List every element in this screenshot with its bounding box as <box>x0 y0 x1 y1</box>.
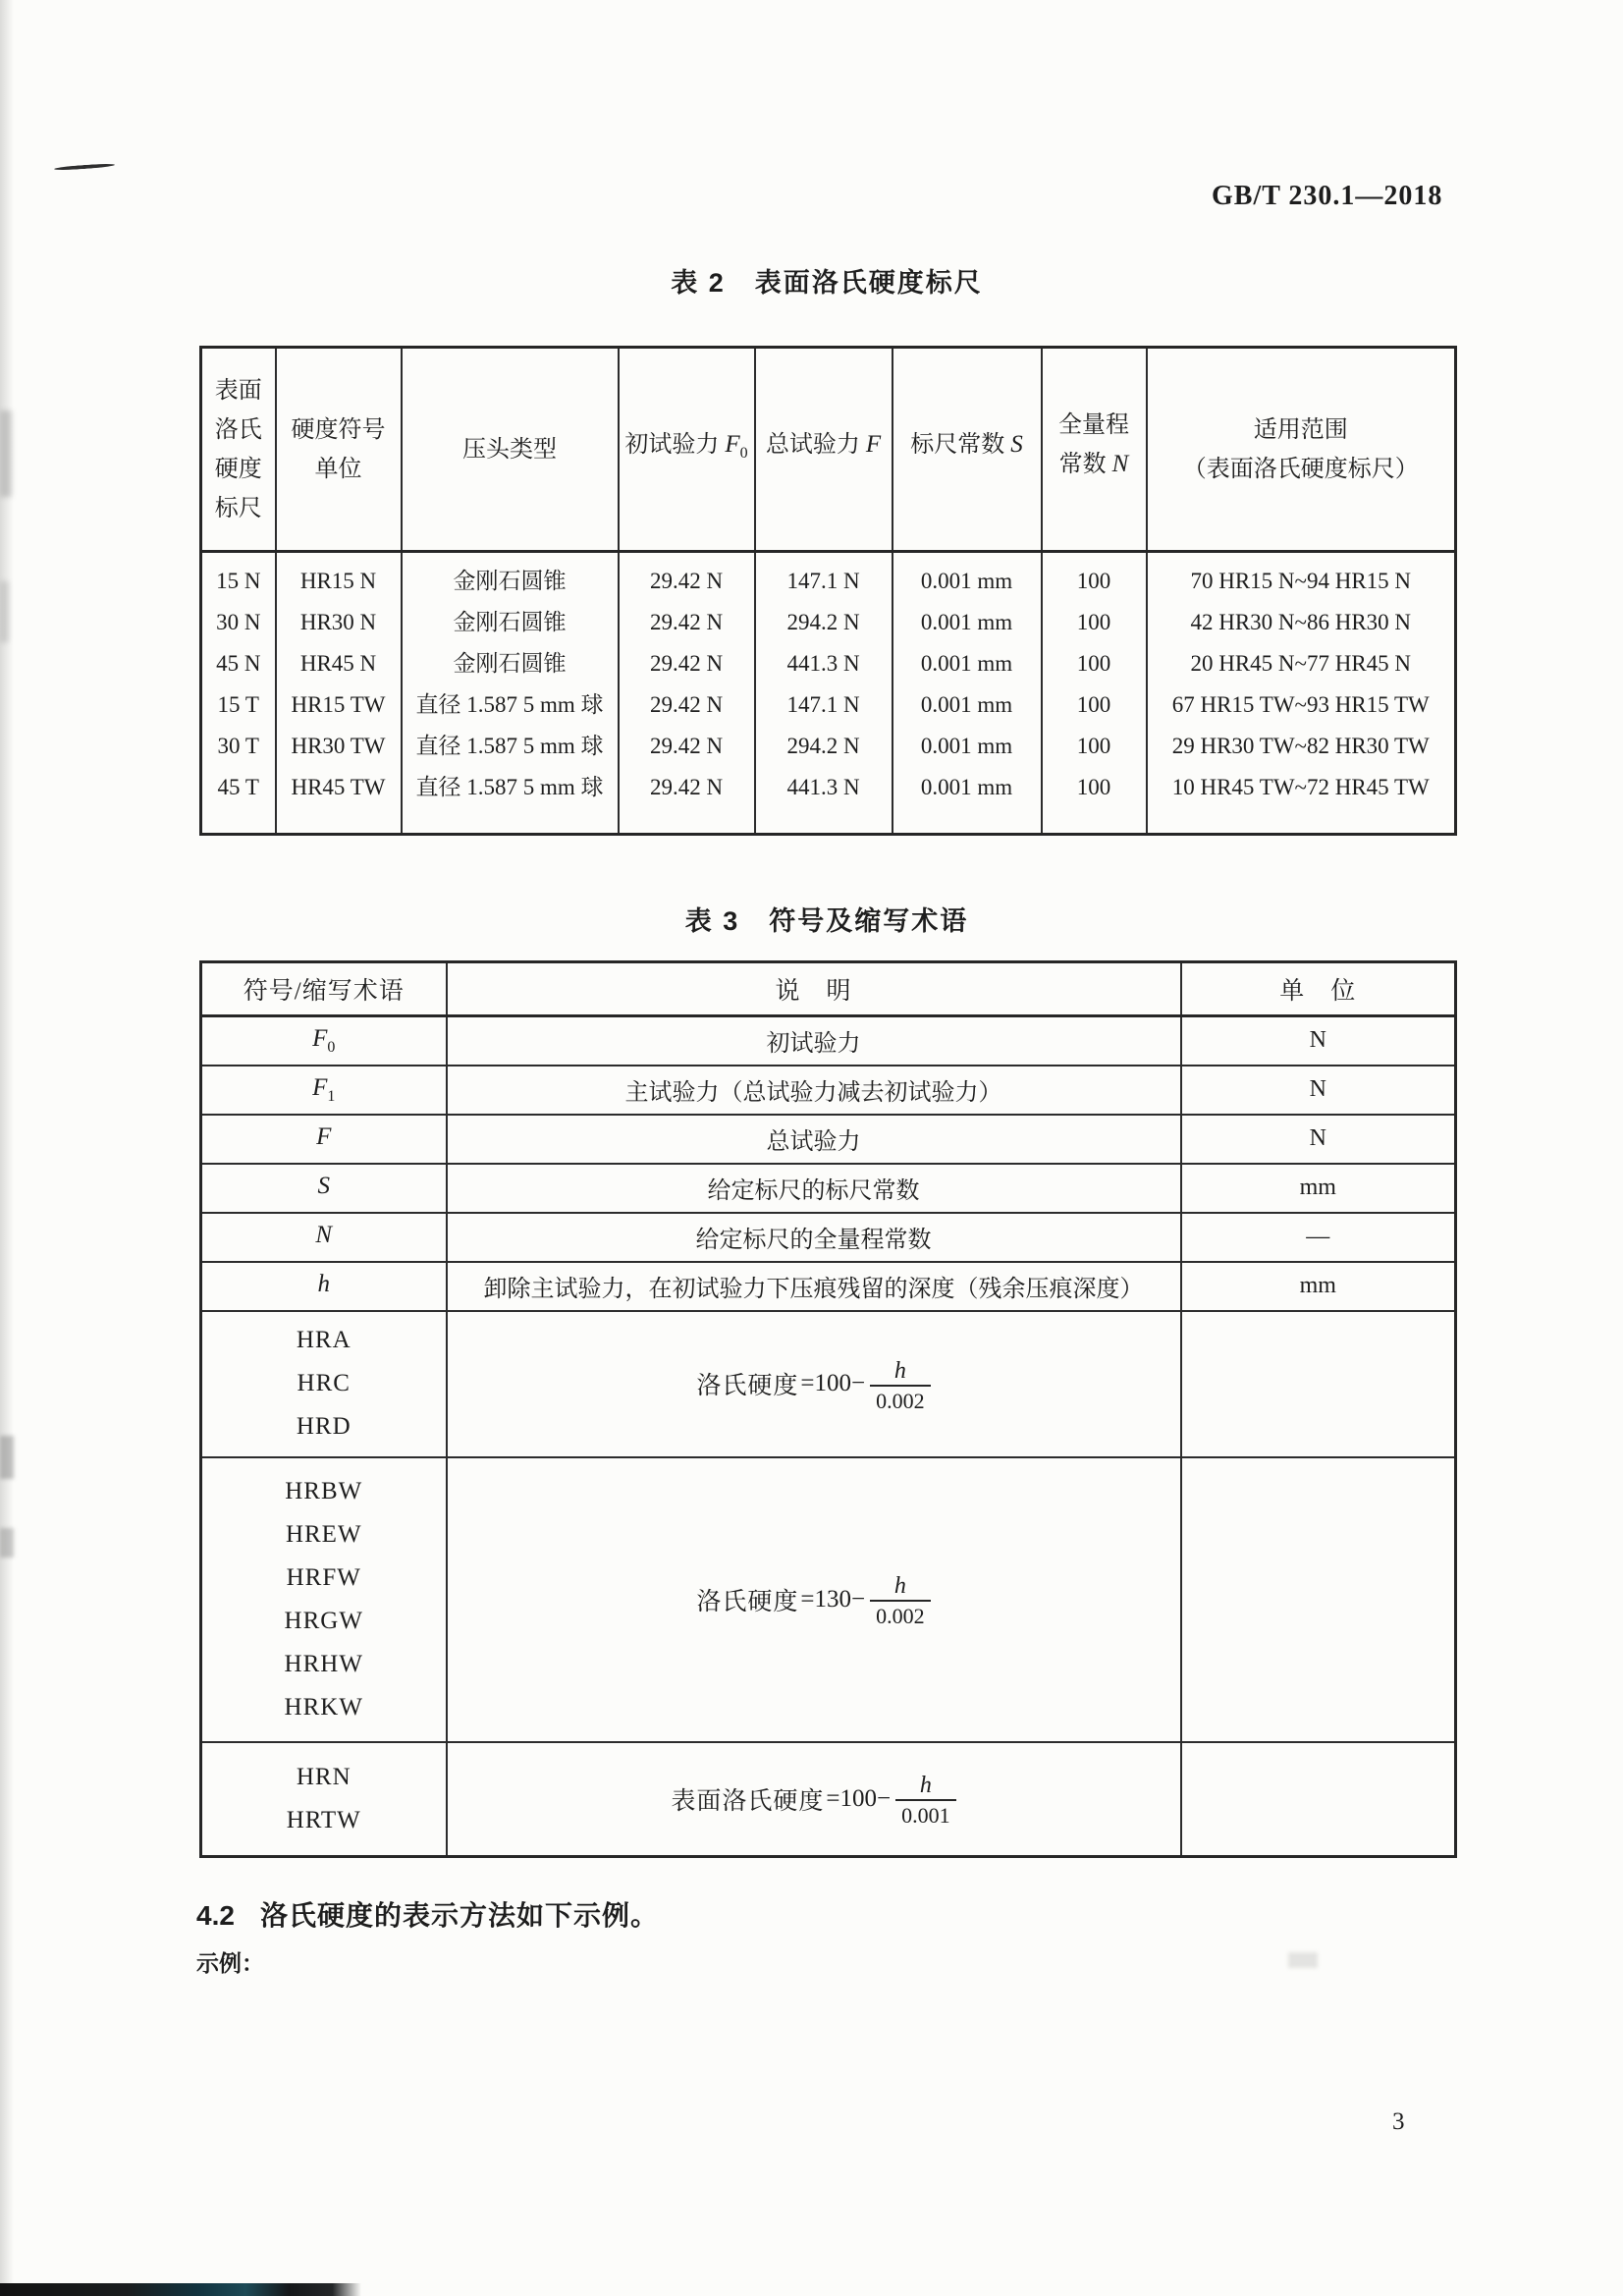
table3-title <box>199 900 1454 938</box>
rockwell-formula-100-0002: 洛氏硬度 =100− $\frac{h}{0.002}$ <box>448 1356 1180 1412</box>
symbol-cell: N <box>201 1213 447 1262</box>
description-cell: 总试验力 <box>447 1115 1181 1164</box>
unit-cell: — <box>1181 1213 1456 1262</box>
table2-title <box>199 261 1454 300</box>
scan-smudge <box>0 1528 14 1558</box>
table3-row-f1 <box>201 1066 1456 1115</box>
rockwell-formula-130-0002: 洛氏硬度 =130− $\frac{h}{0.002}$ <box>448 1571 1180 1627</box>
scan-smudge <box>0 581 9 642</box>
fraction: $\frac{h}{0.001}$ <box>895 1773 956 1829</box>
scan-smudge <box>1288 1952 1318 1968</box>
unit-cell <box>1181 1742 1456 1857</box>
table2-col-symbol: HR15 N HR30 N HR45 N HR15 TW HR30 TW HR45 TW <box>276 552 402 835</box>
scan-smudge <box>0 410 12 497</box>
unit-cell <box>1181 1457 1456 1742</box>
table3-header-symbol: 符号/缩写术语 <box>201 962 447 1016</box>
unit-cell <box>1181 1311 1456 1457</box>
description-cell: 主试验力（总试验力减去初试验力） <box>447 1066 1181 1115</box>
scan-squiggle-mark <box>54 163 115 171</box>
table3-row-n <box>201 1213 1456 1262</box>
table3-header-row <box>201 962 1456 1016</box>
table3-header-unit: 单 位 <box>1181 962 1456 1016</box>
section-text: 洛氏硬度的表示方法如下示例。 <box>259 1900 659 1931</box>
section-4-2 <box>196 1894 659 1934</box>
unit-cell: mm <box>1181 1164 1456 1213</box>
table2-header-scale-constant: 标尺常数 S <box>893 348 1042 552</box>
table2-header-symbol: 硬度符号 单位 <box>276 348 402 552</box>
table2-header-total-force: 总试验力 F <box>755 348 893 552</box>
table2-col-preliminary-force: 29.42 N 29.42 N 29.42 N 29.42 N 29.42 N 29.42 N <box>619 552 755 835</box>
page-number: 3 <box>1392 2108 1405 2135</box>
table3-title-label: 表 3 <box>684 906 740 936</box>
symbol-cell: h <box>201 1262 447 1311</box>
table2-title-text: 表面洛氏硬度标尺 <box>754 268 983 298</box>
table2-col-scale-constant: 0.001 mm 0.001 mm 0.001 mm 0.001 mm 0.001 mm 0.001 mm <box>893 552 1042 835</box>
table3-row-f <box>201 1115 1456 1164</box>
symbol-cell: HRBW HREW HRFW HRGW HRHW HRKW <box>201 1457 447 1742</box>
table2-col-total-force: 147.1 N 294.2 N 441.3 N 147.1 N 294.2 N 441.3 N <box>755 552 893 835</box>
symbol-cell: HRA HRC HRD <box>201 1311 447 1457</box>
scan-smudge <box>0 1436 14 1479</box>
table2-header-full-range-constant: 全量程 常数 N <box>1042 348 1147 552</box>
table2-col-full-range-constant: 100 100 100 100 100 100 <box>1042 552 1147 835</box>
description-cell: 给定标尺的标尺常数 <box>447 1164 1181 1213</box>
table2-body-row <box>201 552 1456 835</box>
scan-edge-shadow <box>0 0 14 2296</box>
description-cell: 给定标尺的全量程常数 <box>447 1213 1181 1262</box>
standard-number: GB/T 230.1—2018 <box>1212 181 1443 211</box>
table3-symbols-abbreviations <box>199 960 1457 1858</box>
table2-col-indenter: 金刚石圆锥 金刚石圆锥 金刚石圆锥 直径 1.587 5 mm 球 直径 1.587 5 mm 球 直径 1.587 5 mm 球 <box>402 552 619 835</box>
table2-header-row <box>201 348 1456 552</box>
symbol-cell: HRN HRTW <box>201 1742 447 1857</box>
table3-row-h <box>201 1262 1456 1311</box>
scan-bottom-bar <box>0 2283 361 2296</box>
table2-header-indenter: 压头类型 <box>402 348 619 552</box>
table3-header-description: 说 明 <box>447 962 1181 1016</box>
unit-cell: mm <box>1181 1262 1456 1311</box>
unit-cell: N <box>1181 1016 1456 1066</box>
symbol-cell: F <box>201 1115 447 1164</box>
table2-header-preliminary-force: 初试验力 $F_0$ <box>619 348 755 552</box>
symbol-cell: S <box>201 1164 447 1213</box>
unit-cell: N <box>1181 1115 1456 1164</box>
table2-header-applicable-range: 适用范围 （表面洛氏硬度标尺） <box>1147 348 1456 552</box>
formula-cell <box>447 1457 1181 1742</box>
table2-title-label: 表 2 <box>671 268 726 298</box>
example-label: 示例： <box>196 1950 264 1976</box>
fraction: $\frac{h}{0.002}$ <box>870 1573 931 1629</box>
table3-row-hrbw-group <box>201 1457 1456 1742</box>
table3-row-f0 <box>201 1016 1456 1066</box>
table3-title-text: 符号及缩写术语 <box>769 906 969 936</box>
description-cell: 卸除主试验力，在初试验力下压痕残留的深度（残余压痕深度） <box>447 1262 1181 1311</box>
table3-row-s <box>201 1164 1456 1213</box>
fraction: $\frac{h}{0.002}$ <box>870 1358 931 1414</box>
formula-cell <box>447 1311 1181 1457</box>
table2-col-scale: 15 N 30 N 45 N 15 T 30 T 45 T <box>201 552 276 835</box>
description-cell: 初试验力 <box>447 1016 1181 1066</box>
table3-row-hrn-group <box>201 1742 1456 1857</box>
unit-cell: N <box>1181 1066 1456 1115</box>
symbol-cell: $F_0$ <box>201 1016 447 1066</box>
symbol-cell: $F_1$ <box>201 1066 447 1115</box>
formula-cell <box>447 1742 1181 1857</box>
section-number: 4.2 <box>196 1900 235 1931</box>
table2-col-applicable-range: 70 HR15 N~94 HR15 N 42 HR30 N~86 HR30 N 20 HR45 N~77 HR45 N 67 HR15 TW~93 HR15 TW 29 HR30 TW~82 HR30 TW 10 HR45 TW~72 HR45 TW <box>1147 552 1456 835</box>
surface-rockwell-formula-100-0001: 表面洛氏硬度 =100− $\frac{h}{0.001}$ <box>448 1771 1180 1827</box>
table2-header-scale: 表面 洛氏 硬度 标尺 <box>201 348 276 552</box>
table3-row-hra-group <box>201 1311 1456 1457</box>
table2-surface-rockwell-scales <box>199 346 1457 836</box>
